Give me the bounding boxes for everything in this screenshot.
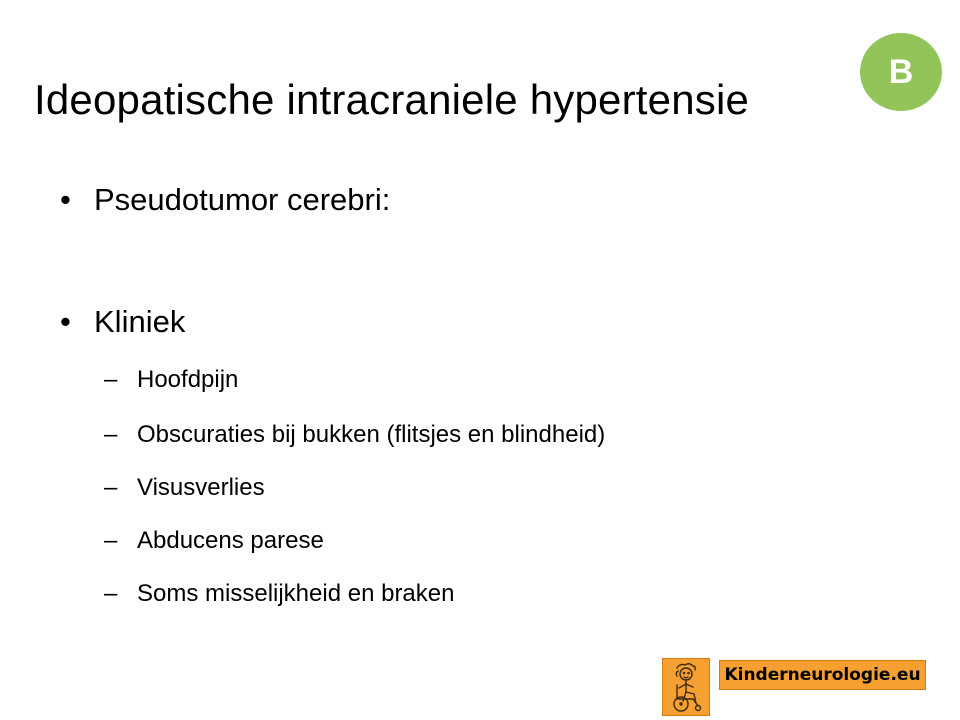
sub-item: [104, 364, 238, 396]
child-on-wheelchair-drawing-icon: [662, 658, 710, 716]
sub-item-text: Hoofdpijn: [137, 366, 239, 393]
sub-item-text: Soms misselijkheid en braken: [137, 580, 455, 607]
sub-item-text: Abducens parese: [137, 527, 324, 554]
section-badge: B: [860, 33, 942, 111]
sub-item: [104, 578, 454, 610]
bullet-item: [60, 180, 390, 220]
sub-item: [104, 419, 605, 451]
slide-title: Ideopatische intracraniele hypertensie: [34, 76, 750, 123]
dash-icon: –: [104, 366, 118, 393]
sub-item: [104, 472, 265, 504]
sub-item-text: Visusverlies: [137, 474, 265, 501]
sub-item: [104, 525, 324, 557]
dash-icon: –: [104, 474, 118, 501]
site-logo-text: Kinderneurologie.eu: [719, 660, 926, 690]
bullet-icon: •: [60, 304, 71, 339]
dash-icon: –: [104, 580, 118, 607]
bullet-text: Pseudotumor cerebri:: [94, 182, 391, 217]
dash-icon: –: [104, 527, 118, 554]
bullet-item: [60, 302, 185, 342]
sub-item-text: Obscuraties bij bukken (flitsjes en blindheid): [137, 421, 606, 448]
dash-icon: –: [104, 421, 118, 448]
bullet-text: Kliniek: [94, 304, 186, 339]
bullet-icon: •: [60, 182, 71, 217]
